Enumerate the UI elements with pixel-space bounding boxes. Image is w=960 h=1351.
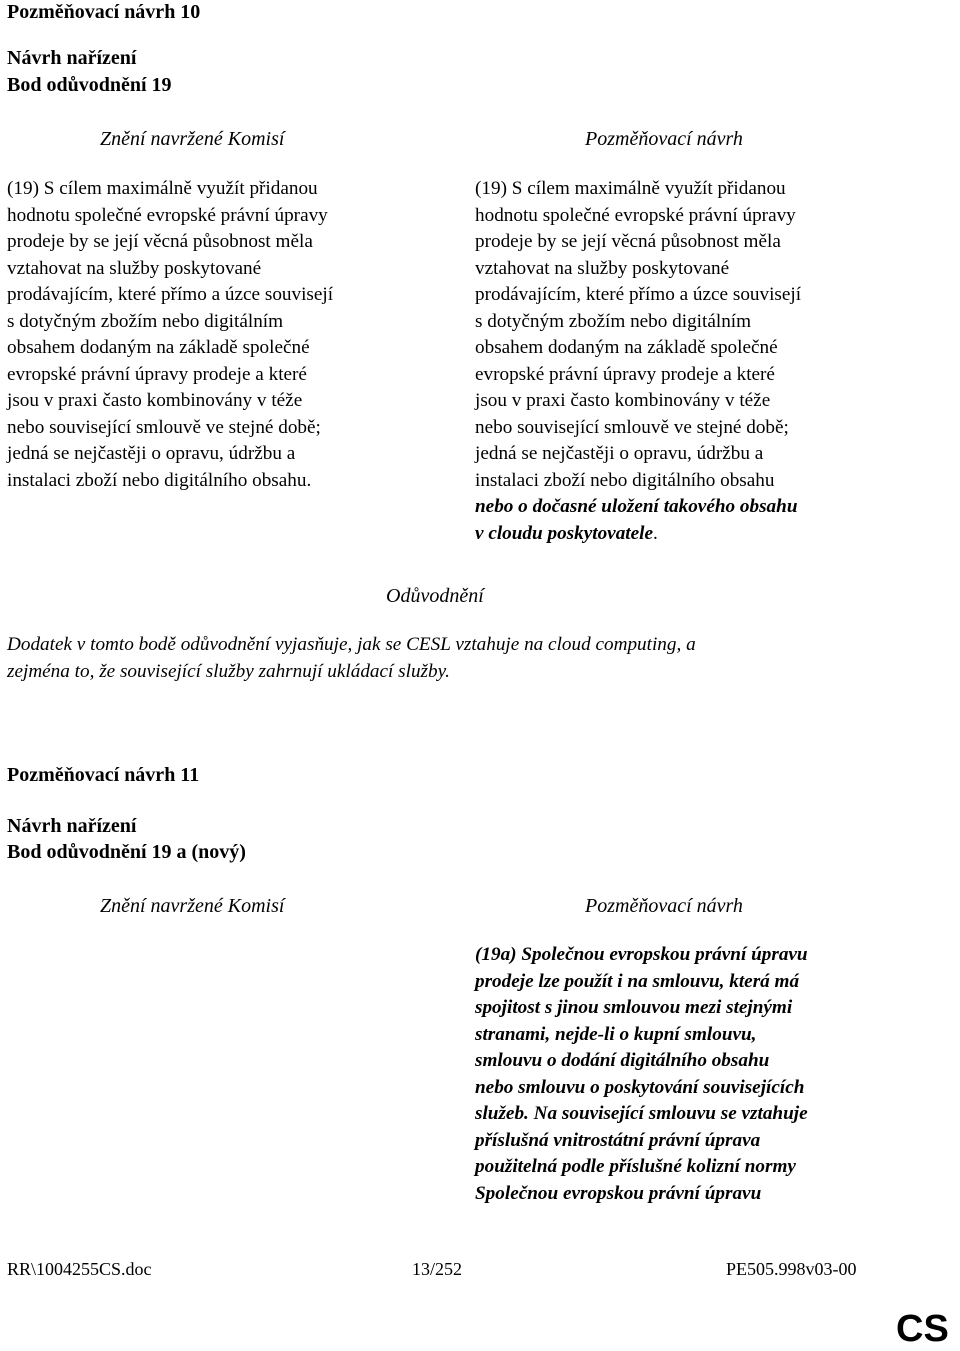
added-text-line — [475, 523, 658, 545]
text-line: jsou v praxi často kombinovány v téže — [7, 390, 303, 411]
text-line: instalaci zboží nebo digitálního obsahu — [475, 470, 775, 491]
text-line: prodávajícím, které přímo a úzce souvisejí — [475, 284, 802, 305]
text-line: zejména to, že související služby zahrnují ukládací služby. — [7, 661, 450, 682]
added-text-line: stranami, nejde-li o kupní smlouvu, — [475, 1024, 757, 1045]
proposal-heading: Návrh nařízení — [7, 815, 137, 837]
added-text-line: Společnou evropskou právní úpravu — [475, 1183, 762, 1204]
added-text-line: použitelná podle příslušné kolizní normy — [475, 1156, 796, 1177]
text-line: instalaci zboží nebo digitálního obsahu. — [7, 470, 312, 491]
text-line: obsahem dodaným na základě společné — [475, 337, 778, 358]
text-line: jsou v praxi často kombinovány v téže — [475, 390, 771, 411]
column-head-commission: Znění navržené Komisí — [100, 895, 285, 917]
text-line: vztahovat na služby poskytované — [7, 258, 262, 279]
footer-reference: PE505.998v03-00 — [726, 1259, 857, 1279]
added-text-line: spojitost s jinou smlouvou mezi stejnými — [475, 997, 793, 1018]
text-line: nebo související smlouvě ve stejné době; — [475, 417, 789, 438]
column-head-amendment: Pozměňovací návrh — [585, 128, 743, 150]
recital-heading: Bod odůvodnění 19 — [7, 74, 172, 96]
column-head-commission: Znění navržené Komisí — [100, 128, 285, 150]
added-text-line: prodeje lze použít i na smlouvu, která má — [475, 971, 800, 992]
added-text-line: nebo smlouvu o poskytování souvisejících — [475, 1077, 805, 1098]
added-text-line: (19a) Společnou evropskou právní úpravu — [475, 944, 808, 965]
sentence-end: . — [652, 523, 658, 544]
added-text-line: služeb. Na související smlouvu se vztahuje — [475, 1103, 808, 1124]
text-line: prodeje by se její věcná působnost měla — [475, 231, 781, 252]
text-line: obsahem dodaným na základě společné — [7, 337, 310, 358]
text-line: vztahovat na služby poskytované — [475, 258, 730, 279]
text-line: nebo související smlouvě ve stejné době; — [7, 417, 321, 438]
footer-page-number: 13/252 — [412, 1259, 463, 1279]
recital-heading: Bod odůvodnění 19 a (nový) — [7, 841, 246, 863]
amendment-title: Pozměňovací návrh 10 — [7, 1, 201, 23]
text-line: hodnotu společné evropské právní úpravy — [7, 205, 328, 226]
text-line: prodávajícím, které přímo a úzce souvisejí — [7, 284, 334, 305]
added-text-line: smlouvu o dodání digitálního obsahu — [475, 1050, 770, 1071]
amendment-title: Pozměňovací návrh 11 — [7, 764, 200, 786]
added-text-line: nebo o dočasné uložení takového obsahu — [475, 496, 798, 517]
text-line: (19) S cílem maximálně využít přidanou — [7, 178, 318, 199]
added-text-line: příslušná vnitrostátní právní úprava — [475, 1130, 761, 1151]
text-line: prodeje by se její věcná působnost měla — [7, 231, 313, 252]
justification-heading: Odůvodnění — [386, 585, 484, 607]
text-line: (19) S cílem maximálně využít přidanou — [475, 178, 786, 199]
proposal-heading: Návrh nařízení — [7, 47, 137, 69]
text-line: Dodatek v tomto bodě odůvodnění vyjasňuje, jak se CESL vztahuje na cloud computing, a — [7, 634, 696, 655]
footer-doc-name: RR\1004255CS.doc — [7, 1259, 152, 1279]
text-line: hodnotu společné evropské právní úpravy — [475, 205, 796, 226]
text-line: evropské právní úpravy prodeje a které — [475, 364, 775, 385]
text-line: evropské právní úpravy prodeje a které — [7, 364, 307, 385]
text-line: jedná se nejčastěji o opravu, údržbu a — [7, 443, 296, 464]
language-mark: CS — [896, 1308, 949, 1350]
text-line: jedná se nejčastěji o opravu, údržbu a — [475, 443, 764, 464]
text-line: s dotyčným zbožím nebo digitálním — [475, 311, 752, 332]
text-line: s dotyčným zbožím nebo digitálním — [7, 311, 284, 332]
added-text: v cloudu poskytovatele — [475, 523, 653, 544]
column-head-amendment: Pozměňovací návrh — [585, 895, 743, 917]
